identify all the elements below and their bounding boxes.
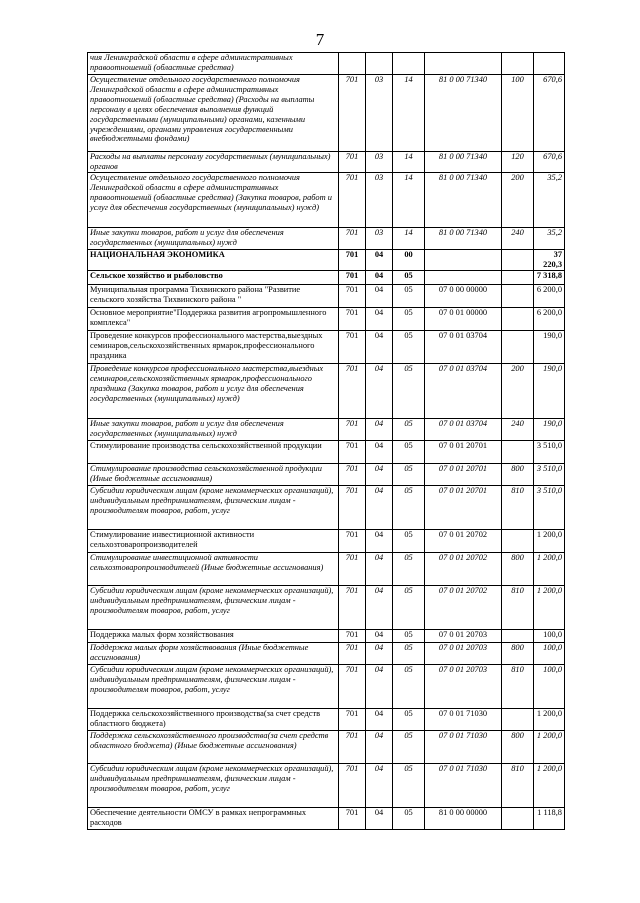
row-subsection-code: 14	[393, 173, 425, 228]
row-target-article-code: 81 0 00 71340	[425, 75, 502, 152]
row-section-code: 03	[366, 228, 393, 250]
table-row	[88, 440, 565, 463]
row-expense-type-code: 800	[502, 642, 534, 664]
table-row	[88, 763, 565, 807]
row-section-code: 04	[366, 284, 393, 307]
table-row	[88, 152, 565, 173]
row-target-article-code: 81 0 00 71340	[425, 228, 502, 250]
row-amount: 37 220,3	[534, 250, 565, 271]
row-subsection-code: 05	[393, 284, 425, 307]
row-section-code: 03	[366, 152, 393, 173]
row-amount: 3 510,0	[534, 485, 565, 529]
row-expense-type-code	[502, 270, 534, 284]
row-subsection-code: 05	[393, 307, 425, 330]
row-subsection-code: 05	[393, 664, 425, 708]
row-target-article-code: 07 0 01 20701	[425, 485, 502, 529]
table-row	[88, 642, 565, 664]
row-expense-type-code: 200	[502, 363, 534, 418]
row-target-article-code: 81 0 00 71340	[425, 173, 502, 228]
row-section-code: 04	[366, 330, 393, 363]
row-target-article-code	[425, 250, 502, 271]
row-amount: 1 200,0	[534, 763, 565, 807]
row-subsection-code: 14	[393, 228, 425, 250]
table-row	[88, 664, 565, 708]
row-name: Поддержка малых форм хозяйствования (Иные бюджетные ассигнования)	[88, 642, 339, 664]
row-ved-code: 701	[339, 270, 366, 284]
row-name: Субсидии юридическим лицам (кроме некоммерческих организаций), индивидуальным предпринимателям, физическим лицам - производителям товаров, работ, услуг	[88, 664, 339, 708]
table-row	[88, 418, 565, 440]
table-row	[88, 485, 565, 529]
row-subsection-code: 05	[393, 363, 425, 418]
row-expense-type-code: 100	[502, 75, 534, 152]
row-target-article-code: 07 0 01 00000	[425, 307, 502, 330]
row-subsection-code: 05	[393, 807, 425, 829]
table-row	[88, 807, 565, 829]
row-name: Стимулирование производства сельскохозяйственной продукции (Иные бюджетные ассигнования)	[88, 463, 339, 485]
row-amount	[534, 53, 565, 75]
table-row	[88, 463, 565, 485]
row-expense-type-code	[502, 284, 534, 307]
row-ved-code	[339, 53, 366, 75]
table-row	[88, 307, 565, 330]
row-ved-code: 701	[339, 440, 366, 463]
table-row	[88, 284, 565, 307]
row-expense-type-code	[502, 330, 534, 363]
row-target-article-code: 07 0 01 71030	[425, 763, 502, 807]
row-name: Осуществление отдельного государственного полномочия Ленинградской области в сфере административных правоотношений (областные средства) (Закупка товаров, работ и услуг для обеспечения государственных (муниципальных) нужд)	[88, 173, 339, 228]
row-amount: 1 200,0	[534, 552, 565, 585]
table-row	[88, 173, 565, 228]
row-name: Сельское хозяйство и рыболовство	[88, 270, 339, 284]
row-section-code: 04	[366, 270, 393, 284]
row-target-article-code: 07 0 01 03704	[425, 363, 502, 418]
row-expense-type-code: 800	[502, 730, 534, 763]
row-amount: 6 200,0	[534, 307, 565, 330]
row-name: Осуществление отдельного государственного полномочия Ленинградской области в сфере административных правоотношений (областные средства) (Расходы на выплаты персоналу в целях обеспечения выполнения функций государственными (муниципальными) органами, казенными учреждениями, органами управления государственными внебюджетными фондами)	[88, 75, 339, 152]
row-expense-type-code: 800	[502, 463, 534, 485]
row-name: Субсидии юридическим лицам (кроме некоммерческих организаций), индивидуальным предпринимателям, физическим лицам - производителям товаров, работ, услуг	[88, 485, 339, 529]
row-target-article-code: 07 0 01 20701	[425, 440, 502, 463]
table-row	[88, 629, 565, 642]
row-subsection-code: 05	[393, 585, 425, 629]
row-expense-type-code	[502, 307, 534, 330]
row-ved-code: 701	[339, 330, 366, 363]
row-expense-type-code: 120	[502, 152, 534, 173]
row-expense-type-code	[502, 708, 534, 730]
row-name: Стимулирование инвестиционной активности сельхозтоваропроизводителей (Иные бюджетные ассигнования)	[88, 552, 339, 585]
row-ved-code: 701	[339, 228, 366, 250]
row-name: Основное мероприятие"Поддержка развития агропромышленного комплекса"	[88, 307, 339, 330]
row-target-article-code	[425, 53, 502, 75]
row-name: Расходы на выплаты персоналу государственных (муниципальных) органов	[88, 152, 339, 173]
row-ved-code: 701	[339, 250, 366, 271]
row-target-article-code: 07 0 01 71030	[425, 730, 502, 763]
row-name: Проведение конкурсов профессионального мастерства,выездных семинаров,сельскохозяйственных ярмарок,профессионального праздника (Закупка товаров, работ и услуг для обеспечения государственных (муниципальных) нужд)	[88, 363, 339, 418]
row-expense-type-code	[502, 629, 534, 642]
table-row	[88, 330, 565, 363]
row-expense-type-code: 240	[502, 228, 534, 250]
row-section-code: 04	[366, 307, 393, 330]
row-ved-code: 701	[339, 152, 366, 173]
row-ved-code: 701	[339, 463, 366, 485]
row-ved-code: 701	[339, 664, 366, 708]
row-subsection-code: 05	[393, 730, 425, 763]
row-subsection-code: 05	[393, 418, 425, 440]
table-row	[88, 552, 565, 585]
row-name: Субсидии юридическим лицам (кроме некоммерческих организаций), индивидуальным предпринимателям, физическим лицам - производителям товаров, работ, услуг	[88, 585, 339, 629]
row-subsection-code: 05	[393, 763, 425, 807]
row-subsection-code: 14	[393, 75, 425, 152]
row-ved-code: 701	[339, 173, 366, 228]
row-ved-code: 701	[339, 708, 366, 730]
row-subsection-code: 05	[393, 330, 425, 363]
row-amount: 7 318,8	[534, 270, 565, 284]
row-target-article-code: 07 0 01 03704	[425, 330, 502, 363]
row-section-code: 04	[366, 552, 393, 585]
row-target-article-code: 07 0 01 20702	[425, 585, 502, 629]
table-row	[88, 585, 565, 629]
budget-table-body	[88, 53, 565, 830]
table-row	[88, 529, 565, 552]
row-ved-code: 701	[339, 418, 366, 440]
row-subsection-code: 05	[393, 270, 425, 284]
row-target-article-code: 07 0 01 20703	[425, 642, 502, 664]
row-name: Обеспечение деятельности ОМСУ в рамках непрограммных расходов	[88, 807, 339, 829]
row-name: чия Ленинградской области в сфере административных правоотношений (областные средства)	[88, 53, 339, 75]
row-section-code	[366, 53, 393, 75]
row-target-article-code: 07 0 01 20703	[425, 664, 502, 708]
row-subsection-code: 00	[393, 250, 425, 271]
row-expense-type-code	[502, 250, 534, 271]
row-ved-code: 701	[339, 552, 366, 585]
row-expense-type-code: 810	[502, 763, 534, 807]
row-section-code: 04	[366, 708, 393, 730]
table-row	[88, 730, 565, 763]
row-subsection-code: 05	[393, 529, 425, 552]
row-target-article-code: 07 0 01 71030	[425, 708, 502, 730]
table-row	[88, 75, 565, 152]
row-amount: 190,0	[534, 418, 565, 440]
row-section-code: 04	[366, 629, 393, 642]
row-section-code: 04	[366, 763, 393, 807]
row-expense-type-code: 810	[502, 664, 534, 708]
row-amount: 6 200,0	[534, 284, 565, 307]
row-ved-code: 701	[339, 75, 366, 152]
row-expense-type-code	[502, 807, 534, 829]
row-ved-code: 701	[339, 629, 366, 642]
row-section-code: 04	[366, 363, 393, 418]
table-row	[88, 53, 565, 75]
row-subsection-code: 14	[393, 152, 425, 173]
row-ved-code: 701	[339, 363, 366, 418]
budget-table	[87, 52, 565, 830]
row-target-article-code: 07 0 01 20703	[425, 629, 502, 642]
row-section-code: 03	[366, 75, 393, 152]
row-expense-type-code	[502, 53, 534, 75]
row-amount: 1 200,0	[534, 708, 565, 730]
row-name: Поддержка малых форм хозяйствования	[88, 629, 339, 642]
row-subsection-code	[393, 53, 425, 75]
row-ved-code: 701	[339, 642, 366, 664]
row-name: Стимулирование производства сельскохозяйственной продукции	[88, 440, 339, 463]
row-amount: 3 510,0	[534, 463, 565, 485]
row-expense-type-code: 800	[502, 552, 534, 585]
row-section-code: 04	[366, 250, 393, 271]
row-ved-code: 701	[339, 585, 366, 629]
row-subsection-code: 05	[393, 642, 425, 664]
row-amount: 100,0	[534, 664, 565, 708]
row-section-code: 03	[366, 173, 393, 228]
row-section-code: 04	[366, 642, 393, 664]
row-amount: 1 118,8	[534, 807, 565, 829]
row-name: Стимулирование инвестиционной активности сельхозтоваропроизводителей	[88, 529, 339, 552]
table-row	[88, 270, 565, 284]
row-target-article-code: 07 0 01 20702	[425, 529, 502, 552]
row-expense-type-code	[502, 440, 534, 463]
row-name: Поддержка сельскохозяйственного производства(за счет средств областного бюджета)	[88, 708, 339, 730]
row-expense-type-code: 810	[502, 485, 534, 529]
row-subsection-code: 05	[393, 440, 425, 463]
row-expense-type-code: 810	[502, 585, 534, 629]
row-target-article-code	[425, 270, 502, 284]
row-ved-code: 701	[339, 730, 366, 763]
row-section-code: 04	[366, 585, 393, 629]
row-target-article-code: 07 0 01 20701	[425, 463, 502, 485]
row-subsection-code: 05	[393, 463, 425, 485]
table-row	[88, 250, 565, 271]
row-target-article-code: 81 0 00 00000	[425, 807, 502, 829]
row-expense-type-code: 240	[502, 418, 534, 440]
row-section-code: 04	[366, 463, 393, 485]
row-amount: 190,0	[534, 363, 565, 418]
row-name: Поддержка сельскохозяйственного производства(за счет средств областного бюджета) (Иные бюджетные ассигнования)	[88, 730, 339, 763]
page-number: 7	[315, 30, 325, 49]
row-ved-code: 701	[339, 284, 366, 307]
row-ved-code: 701	[339, 307, 366, 330]
row-section-code: 04	[366, 440, 393, 463]
row-name: Проведение конкурсов профессионального мастерства,выездных семинаров,сельскохозяйственных ярмарок,профессионального праздника	[88, 330, 339, 363]
row-target-article-code: 81 0 00 71340	[425, 152, 502, 173]
row-section-code: 04	[366, 485, 393, 529]
row-expense-type-code: 200	[502, 173, 534, 228]
table-row	[88, 708, 565, 730]
row-subsection-code: 05	[393, 552, 425, 585]
row-subsection-code: 05	[393, 485, 425, 529]
row-name: НАЦИОНАЛЬНАЯ ЭКОНОМИКА	[88, 250, 339, 271]
row-ved-code: 701	[339, 807, 366, 829]
row-section-code: 04	[366, 418, 393, 440]
row-section-code: 04	[366, 807, 393, 829]
row-amount: 1 200,0	[534, 730, 565, 763]
row-section-code: 04	[366, 529, 393, 552]
row-section-code: 04	[366, 664, 393, 708]
row-target-article-code: 07 0 01 03704	[425, 418, 502, 440]
row-name: Муниципальная программа Тихвинского района "Развитие сельского хозяйства Тихвинского района "	[88, 284, 339, 307]
row-amount: 670,6	[534, 152, 565, 173]
row-name: Иные закупки товаров, работ и услуг для обеспечения государственных (муниципальных) нужд	[88, 228, 339, 250]
row-ved-code: 701	[339, 763, 366, 807]
row-expense-type-code	[502, 529, 534, 552]
row-target-article-code: 07 0 01 20702	[425, 552, 502, 585]
row-section-code: 04	[366, 730, 393, 763]
row-ved-code: 701	[339, 485, 366, 529]
row-subsection-code: 05	[393, 708, 425, 730]
row-amount: 1 200,0	[534, 585, 565, 629]
row-amount: 1 200,0	[534, 529, 565, 552]
row-target-article-code: 07 0 00 00000	[425, 284, 502, 307]
table-row	[88, 363, 565, 418]
row-amount: 100,0	[534, 642, 565, 664]
row-ved-code: 701	[339, 529, 366, 552]
row-amount: 35,2	[534, 173, 565, 228]
row-amount: 670,6	[534, 75, 565, 152]
row-name: Субсидии юридическим лицам (кроме некоммерческих организаций), индивидуальным предпринимателям, физическим лицам - производителям товаров, работ, услуг	[88, 763, 339, 807]
row-amount: 3 510,0	[534, 440, 565, 463]
row-subsection-code: 05	[393, 629, 425, 642]
row-name: Иные закупки товаров, работ и услуг для обеспечения государственных (муниципальных) нужд	[88, 418, 339, 440]
row-amount: 35,2	[534, 228, 565, 250]
table-row	[88, 228, 565, 250]
row-amount: 190,0	[534, 330, 565, 363]
row-amount: 100,0	[534, 629, 565, 642]
